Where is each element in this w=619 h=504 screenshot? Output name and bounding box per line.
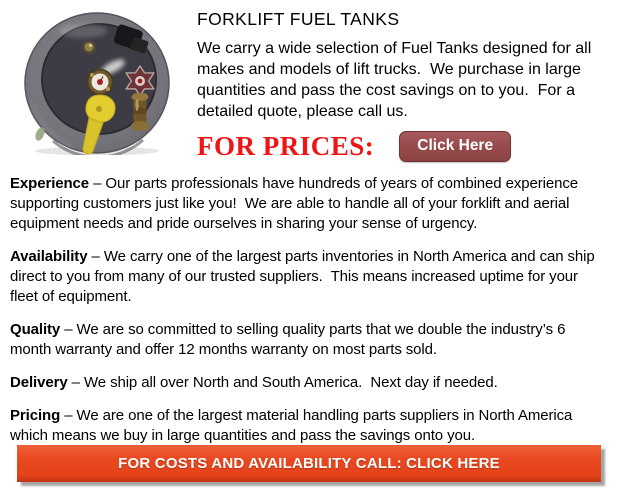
section-quality: [10, 320, 607, 360]
section-body: – Our parts professionals have hundreds of years of combined experience supporting customers just like you! We are able to handle all of your forklift and aerial equipment needs and pride ourselves in sharing your sense of urgency.: [10, 175, 583, 232]
feature-sections: [0, 162, 616, 446]
for-prices-label: FOR PRICES:: [197, 131, 375, 161]
section-delivery: [10, 373, 607, 393]
fuel-tank-illustration: [13, 5, 181, 155]
section-heading: Availability: [10, 248, 88, 265]
section-heading: Quality: [10, 321, 61, 338]
section-body: – We ship all over North and South America. Next day if needed.: [71, 374, 498, 391]
section-heading: Delivery: [10, 374, 68, 391]
costs-availability-banner[interactable]: [17, 445, 601, 482]
tank-valve-body: [131, 93, 149, 131]
header-block: [197, 5, 619, 162]
section-availability: [10, 247, 607, 307]
section-body: – We are so committed to selling quality parts that we double the industry’s 6 month warranty and offer 12 months warranty on most parts sold.: [10, 321, 570, 358]
fuel-tank-photo: [13, 5, 181, 155]
tank-plug: [82, 40, 96, 54]
section-body: – We are one of the largest material handling parts suppliers in North America which means we buy in large quantities and pass the savings onto you.: [10, 407, 577, 444]
tank-gauge: [88, 70, 113, 95]
section-experience: [10, 174, 607, 234]
section-heading: Experience: [10, 175, 90, 192]
prices-row: [197, 131, 619, 162]
page-title: FORKLIFT FUEL TANKS: [197, 9, 400, 29]
banner-label: FOR COSTS AND AVAILABILITY CALL: CLICK HERE: [118, 455, 500, 472]
section-pricing: [10, 406, 607, 446]
click-here-button[interactable]: Click Here: [399, 131, 511, 162]
section-heading: Pricing: [10, 407, 61, 424]
section-body: – We carry one of the largest parts inventories in North America and can ship direct to you from many of our trusted suppliers. This means increased uptime for your fleet of equipment.: [10, 248, 599, 305]
top-section: [0, 0, 619, 162]
intro-text: We carry a wide selection of Fuel Tanks designed for all makes and models of lift trucks. We purchase in large quantities and pass the cost savings on to you. For a detailed quote, please call us.: [197, 40, 596, 120]
